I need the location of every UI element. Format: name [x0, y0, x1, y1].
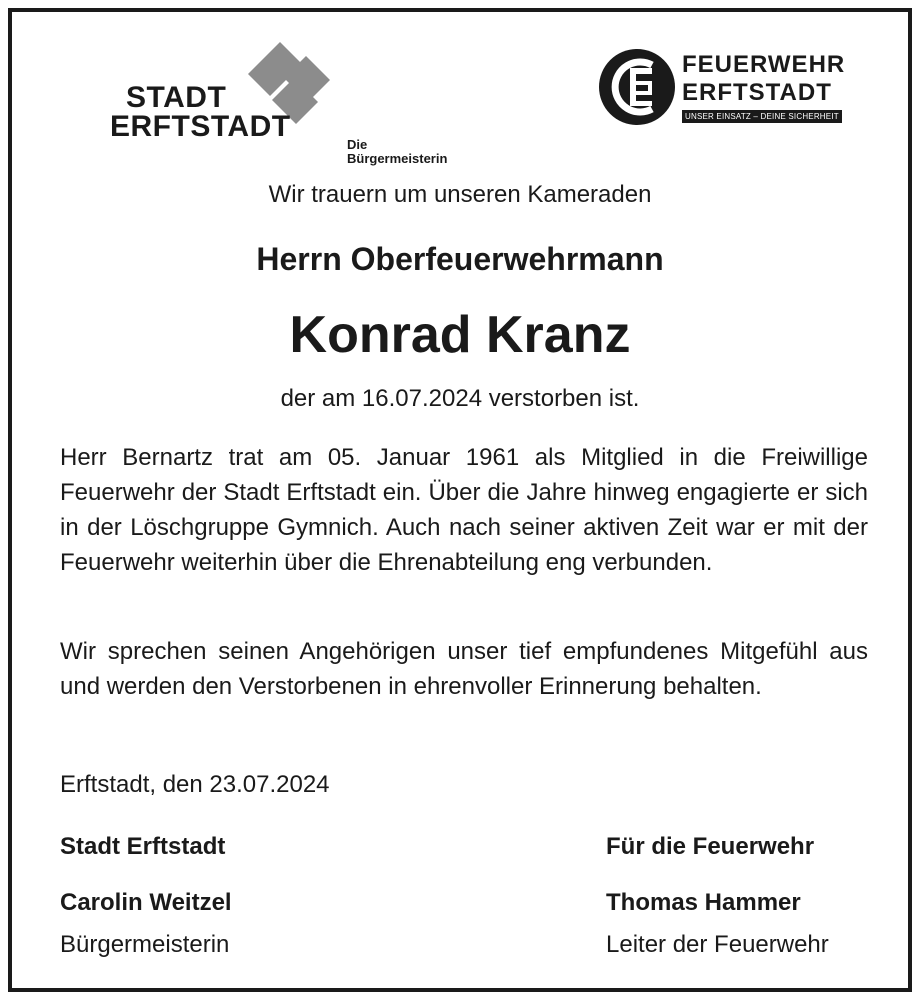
biography-paragraph: Herr Bernartz trat am 05. Januar 1961 als Mitglied in die Freiwillige Feuerwehr der Stadt Erftstadt ein. Über die Jahre hinweg engagierte er sich in der Löschgruppe Gymnich. Auch nach seiner aktiven Zeit war er mit der Feuerwehr weiterhin über die Ehrenabteilung eng verbunden.	[60, 444, 868, 576]
feuerwehr-logo-word: FEUERWEHR	[682, 51, 846, 78]
deceased-name: Konrad Kranz	[289, 306, 631, 364]
stadt-logo-word: STADT	[126, 81, 227, 114]
place-date-line: Erftstadt, den 23.07.2024	[60, 771, 330, 798]
signature-right-role: Leiter der Feuerwehr	[606, 931, 829, 958]
signature-left-organization: Stadt Erftstadt	[60, 833, 226, 860]
condolence-paragraph: Wir sprechen seinen Angehörigen unser tief empfundenes Mitgefühl aus und werden den Verstorbenen in ehrenvoller Erinnerung behalten.	[60, 638, 868, 700]
stadt-logo-subtitle: Die Bürgermeisterin	[347, 137, 448, 166]
signature-left-role: Bürgermeisterin	[60, 931, 230, 958]
feuerwehr-emblem-icon	[598, 48, 676, 126]
erftstadt-logo-word: ERFTSTADT	[110, 110, 291, 143]
intro-line: Wir trauern um unseren Kameraden	[268, 181, 652, 208]
stadt-erftstadt-logo	[60, 42, 470, 166]
signature-right-organization: Für die Feuerwehr	[606, 833, 815, 860]
death-date-line: der am 16.07.2024 verstorben ist.	[280, 385, 640, 412]
feuerwehr-tagline: UNSER EINSATZ – DEINE SICHERHEIT	[682, 110, 842, 123]
signature-left-name: Carolin Weitzel	[60, 889, 232, 916]
obituary-notice	[8, 8, 912, 992]
signature-right-name: Thomas Hammer	[606, 889, 801, 916]
erftstadt-logo-word: ERFTSTADT	[682, 79, 832, 106]
feuerwehr-erftstadt-logo	[598, 48, 868, 138]
deceased-rank: Herrn Oberfeuerwehrmann	[256, 241, 664, 277]
